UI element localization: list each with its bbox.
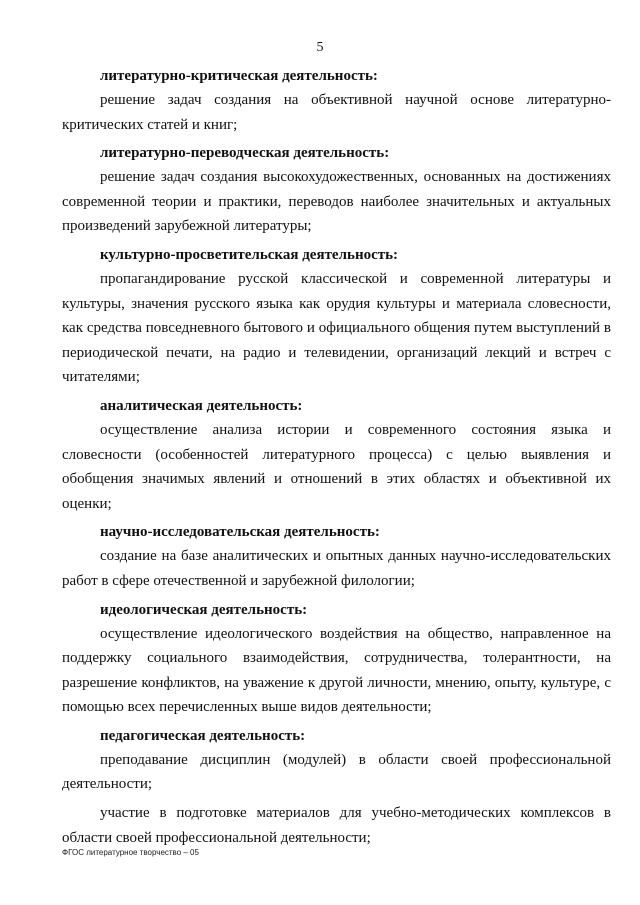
section-paragraph: осуществление анализа истории и современного состояния языка и словесности (особенностей литературного процесса) с целью выявления и обобщения значимых явлений и отношений в этих областях и объективной их оценки; — [62, 421, 611, 512]
section-literary-translation — [62, 141, 611, 239]
document-footer: ФГОС литературное творчество – 05 — [62, 848, 199, 857]
section-cultural-education — [62, 243, 611, 390]
section-analytical — [62, 394, 611, 516]
section-heading: культурно-просветительская деятельность: — [100, 246, 399, 263]
section-ideological — [62, 598, 611, 720]
section-paragraph: преподавание дисциплин (модулей) в области своей профессиональной деятельности; — [62, 751, 611, 793]
section-heading: аналитическая деятельность: — [100, 397, 303, 414]
page-number: 5 — [316, 40, 324, 55]
section-heading: научно-исследовательская деятельность: — [100, 524, 380, 541]
section-paragraph: решение задач создания на объективной научной основе литературно-критических статей и книг; — [62, 92, 611, 133]
section-heading: литературно-критическая деятельность: — [100, 68, 378, 84]
section-heading: идеологическая деятельность: — [100, 601, 308, 618]
section-research — [62, 520, 611, 593]
section-literary-criticism — [62, 64, 611, 137]
section-paragraph: создание на базе аналитических и опытных данных научно-исследовательских работ в сфере отечественной и зарубежной филологии; — [62, 548, 611, 589]
section-paragraph: осуществление идеологического воздействия на общество, направленное на поддержку социального взаимодействия, сотрудничества, толерантности, на разрешение конфликтов, на уважение к другой личности, мнению, опыту, культуре, с помощью всех перечисленных выше видов деятельности; — [62, 625, 611, 716]
page-body — [62, 64, 611, 850]
section-paragraph: пропагандирование русской классической и современной литературы и культуры, значения русского языка как орудия культуры и материала словесности, как средства повседневного бытового и официального общения путем выступлений в периодической печати, на радио и телевидении, организаций лекций и встреч с читателями; — [62, 270, 611, 386]
section-pedagogical — [62, 724, 611, 850]
section-heading: литературно-переводческая деятельность: — [100, 145, 390, 162]
section-paragraph: участие в подготовке материалов для учебно-методических комплексов в области своей профессиональной деятельности; — [62, 805, 611, 846]
section-heading: педагогическая деятельность: — [100, 727, 306, 744]
section-paragraph: решение задач создания высокохудожественных, основанных на достижениях современной теории и практики, переводов наиболее значительных и актуальных произведений зарубежной литературы; — [62, 169, 611, 235]
